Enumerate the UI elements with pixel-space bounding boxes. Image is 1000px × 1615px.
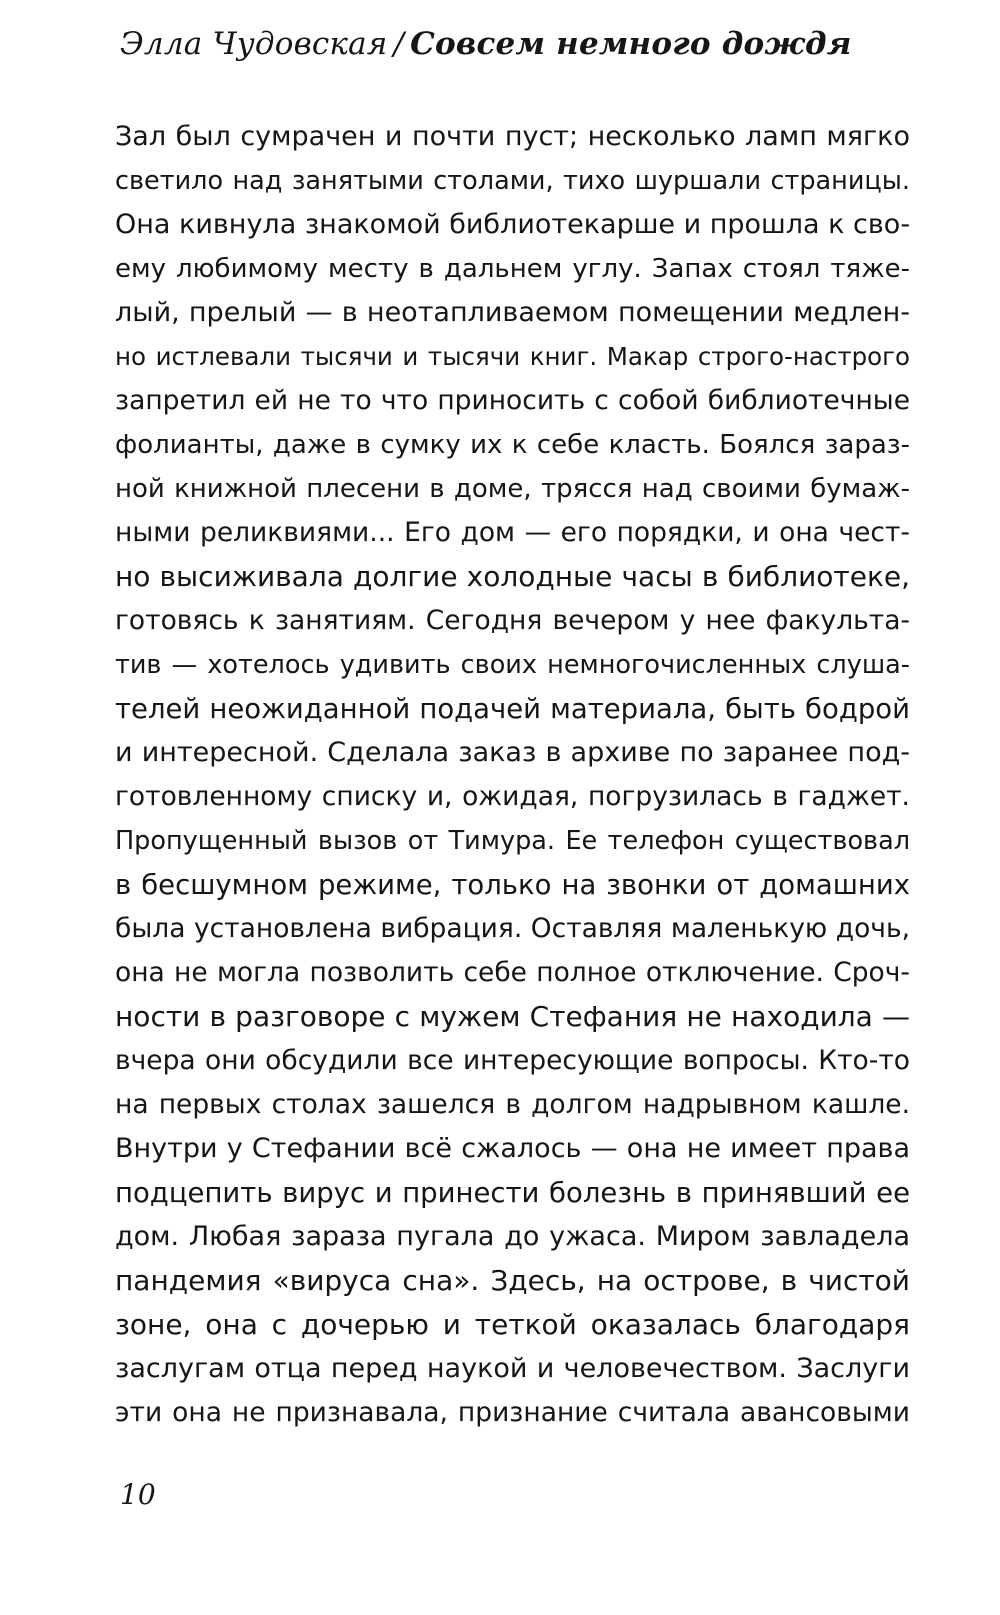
text-line: тив — хотелось удивить своих немногочисленных слуша-: [115, 650, 910, 680]
text-line: ему любимому месту в дальнем углу. Запах стоял тяже-: [115, 254, 910, 284]
text-line: лый, прелый — в неотапливаемом помещении медлен-: [115, 297, 910, 328]
text-line: ными реликвиями... Его дом — его порядки, и она чест-: [115, 517, 910, 548]
text-line: она не могла позволить себе полное отключение. Сроч-: [115, 957, 910, 988]
text-line: Пропущенный вызов от Тимура. Ее телефон существовал: [115, 826, 910, 856]
text-line: заслугам отца перед наукой и человечеством. Заслуги: [115, 1353, 910, 1384]
text-line: Зал был сумрачен и почти пуст; несколько ламп мягко: [115, 121, 910, 152]
text-line: но истлевали тысячи и тысячи книг. Макар строго-настрого: [115, 342, 910, 371]
text-line: запретил ей не то что приносить с собой библиотечные: [115, 385, 910, 416]
text-line: и интересной. Сделала заказ в архиве по заранее под-: [115, 737, 910, 768]
text-line: Внутри у Стефании всё сжалось — она не имеет права: [115, 1133, 910, 1164]
text-line: готовясь к занятиям. Сегодня вечером у нее факульта-: [115, 605, 910, 636]
text-line: Она кивнула знакомой библиотекарше и прошла к сво-: [115, 209, 911, 240]
body-text: [115, 115, 910, 1435]
text-line: светило над занятыми столами, тихо шуршали страницы.: [115, 166, 910, 196]
header-book-title: Совсем немного дождя: [410, 26, 852, 62]
text-line: в бесшумном режиме, только на звонки от домашних: [115, 869, 910, 901]
page-number: 10: [120, 1478, 156, 1511]
text-line: была установлена вибрация. Оставляя маленькую дочь,: [115, 913, 910, 944]
text-line: телей неожиданной подачей материала, быть бодрой: [115, 693, 910, 725]
text-line: готовленному списку и, ожидая, погрузилась в гаджет.: [115, 781, 910, 812]
header-separator: /: [393, 26, 405, 62]
text-line: зоне, она с дочерью и теткой оказалась благодаря: [115, 1308, 910, 1341]
text-line: пандемия «вируса сна». Здесь, на острове, в чистой: [115, 1264, 910, 1297]
text-line: дом. Любая зараза пугала до ужаса. Миром завладела: [115, 1221, 910, 1252]
text-line: эти она не признавала, признание считала авансовыми: [115, 1397, 910, 1428]
text-line: но высиживала долгие холодные часы в библиотеке,: [115, 560, 910, 593]
text-line: вчера они обсудили все интересующие вопросы. Кто-то: [115, 1045, 910, 1076]
text-line: на первых столах зашелся в долгом надрывном кашле.: [115, 1089, 910, 1120]
text-line: фолианты, даже в сумку их к себе класть. Боялся зараз-: [115, 430, 910, 460]
text-line: ности в разговоре с мужем Стефания не находила —: [115, 1000, 910, 1033]
text-line: подцепить вирус и принести болезнь в принявший ее: [115, 1177, 910, 1209]
header-author: Элла Чудовская: [120, 26, 388, 62]
text-line: ной книжной плесени в доме, трясся над своими бумаж-: [115, 474, 910, 504]
running-header: [120, 26, 852, 62]
